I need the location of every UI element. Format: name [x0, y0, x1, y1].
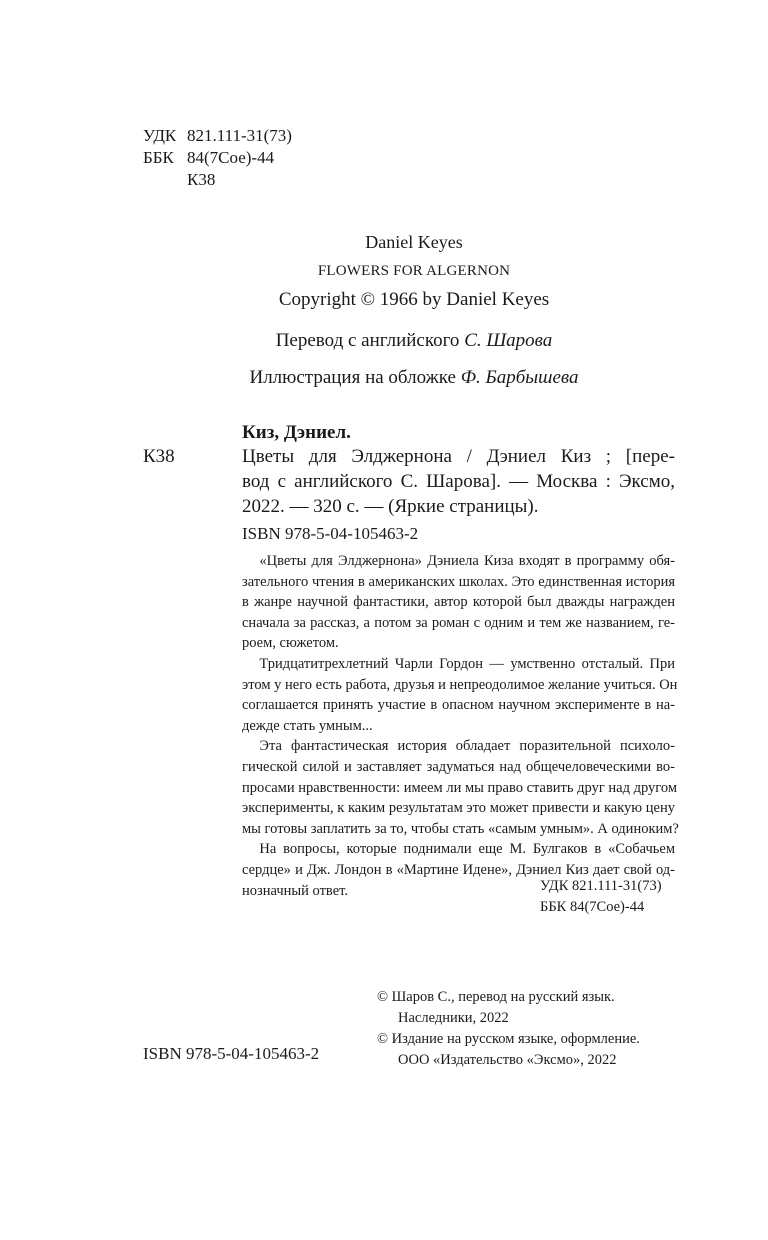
author-mark: К38: [187, 170, 216, 189]
annotation-line: нозначный ответ.: [242, 882, 348, 899]
bib-line: вод с английского С. Шарова]. — Москва : Эксмо,: [242, 471, 675, 492]
annotation-line: дежде стать умным...: [242, 717, 373, 734]
annotation-line: просами нравственности: имеем ли мы право ставить друг над другом: [242, 779, 678, 796]
original-copyright: Copyright © 1966 by Daniel Keyes: [278, 289, 550, 310]
translation-credit: [228, 330, 600, 352]
annotation-line: роем, сюжетом.: [242, 635, 339, 652]
copyright-translation: © Шаров С., перевод на русский язык.: [377, 989, 615, 1005]
annotation-line: Тридцатитрехлетний Чарли Гордон — умственно отсталый. При: [259, 655, 675, 672]
annotation-line: сначала за рассказ, а потом за роман с одним и тем же названием, ге-: [242, 614, 675, 631]
bbk-right: ББК 84(7Сое)-44: [540, 899, 645, 915]
classification-codes: [143, 125, 292, 191]
annotation-line: в жанре научной фантастики, автор которой был дважды награжден: [242, 594, 675, 611]
original-author: Daniel Keyes: [365, 232, 463, 252]
annotation-line: сердце» и Дж. Лондон в «Мартине Идене», Дэниел Киз дает свой од-: [242, 861, 675, 878]
bbk-value: 84(7Сое)-44: [187, 148, 275, 167]
illustration-prefix: Иллюстрация на обложке: [249, 367, 456, 388]
original-title: FLOWERS FOR ALGERNON: [317, 263, 511, 279]
bib-line: Цветы для Элджернона / Дэниел Киз ; [пере-: [242, 446, 675, 467]
isbn-bottom: ISBN 978-5-04-105463-2: [143, 1044, 320, 1063]
annotation-line: гической силой и заставляет задуматься над общечеловеческими во-: [242, 758, 675, 775]
annotation-line: соглашается принять участие в опасном научном эксперименте в на-: [242, 697, 675, 714]
annotation-line: этом у него есть работа, друзья и непреодолимое желание учиться. Он: [242, 676, 678, 693]
annotation-line: эксперименты, к каким результатам это может привести и какую цену: [242, 800, 675, 817]
copyright-heirs: Наследники, 2022: [398, 1010, 509, 1026]
udk-label: УДК: [143, 126, 177, 145]
copyright-notices: [377, 987, 640, 1071]
bbk-label: ББК: [143, 148, 174, 167]
translator-name: С. Шарова: [464, 330, 553, 351]
bibliographic-mark: К38: [143, 446, 175, 467]
annotation-line: зательного чтения в американских школах. Это единственная история: [242, 573, 675, 590]
udk-value: 821.111-31(73): [187, 126, 292, 145]
bib-line: 2022. — 320 с. — (Яркие страницы).: [242, 496, 539, 517]
bibliographic-description: [242, 444, 675, 519]
copyright-edition: © Издание на русском языке, оформление.: [377, 1031, 640, 1047]
annotation-line: мы готовы заплатить за то, чтобы стать «самым умным». А одиноким?: [242, 820, 679, 837]
udk-right: УДК 821.111-31(73): [540, 878, 662, 894]
annotation-line: Эта фантастическая история обладает поразительной психоло-: [259, 738, 675, 755]
isbn: ISBN 978-5-04-105463-2: [242, 524, 419, 543]
translation-prefix: Перевод с английского: [275, 330, 460, 351]
classification-right: [540, 876, 662, 918]
annotation-line: «Цветы для Элджернона» Дэниела Киза входят в программу обя-: [259, 553, 675, 569]
bibliographic-heading: Киз, Дэниел.: [242, 422, 351, 443]
annotation-line: На вопросы, которые поднимали еще М. Булгаков в «Собачьем: [259, 841, 675, 858]
copyright-publisher: ООО «Издательство «Эксмо», 2022: [398, 1052, 617, 1068]
illustrator-name: Ф. Барбышева: [460, 367, 579, 388]
annotation: [242, 551, 679, 901]
illustration-credit: [228, 367, 600, 389]
